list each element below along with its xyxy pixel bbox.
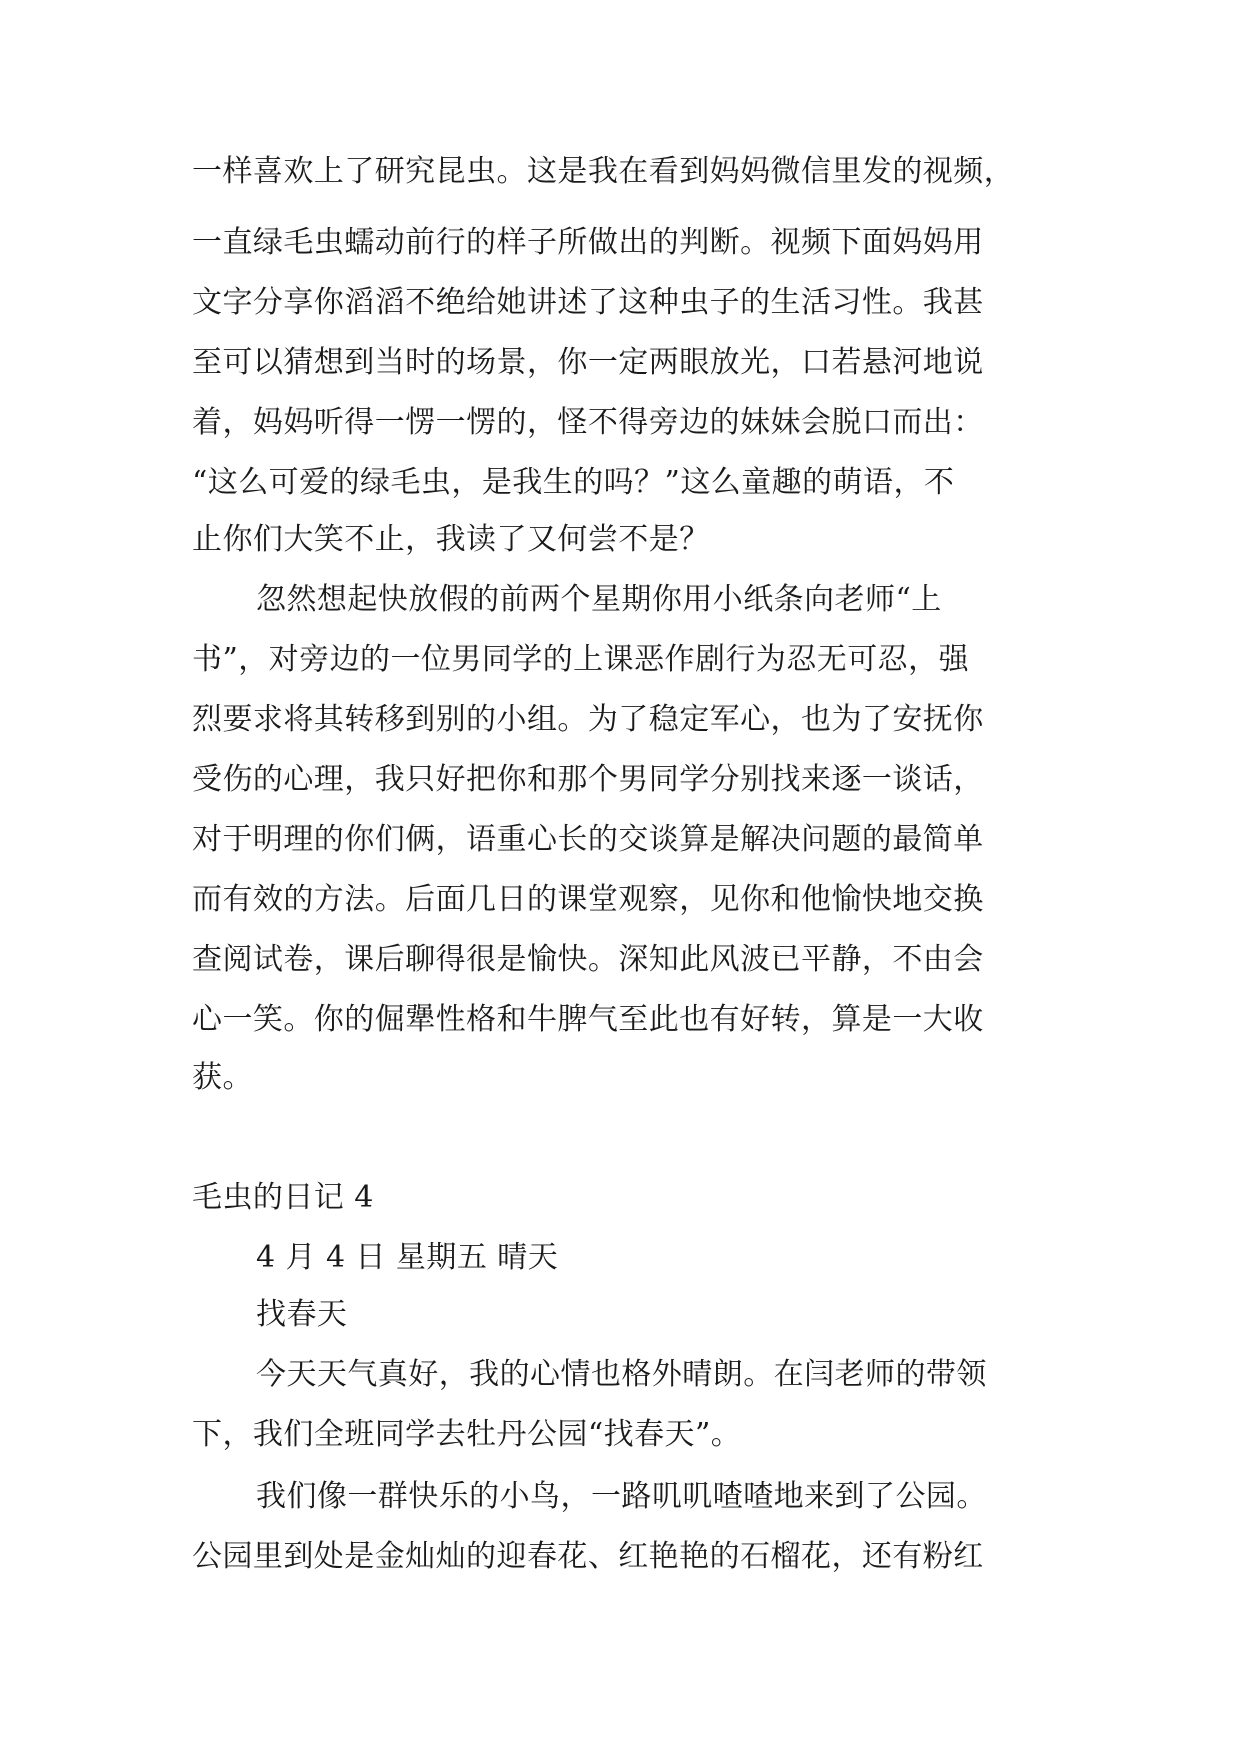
text-line-14: 查阅试卷，课后聊得很是愉快。深知此风波已平静，不由会 <box>192 942 984 977</box>
section-title: 毛虫的日记 4 <box>192 1180 374 1215</box>
text-line-8: 忽然想起快放假的前两个星期你用小纸条向老师“上 <box>256 582 942 617</box>
text-line-17: 今天天气真好，我的心情也格外晴朗。在闫老师的带领 <box>256 1357 987 1392</box>
text-line-1: 一样喜欢上了研究昆虫。这是我在看到妈妈微信里发的视频， <box>192 154 1015 189</box>
text-line-13: 而有效的方法。后面几日的课堂观察，见你和他愉快地交换 <box>192 882 984 917</box>
text-line-5: 着，妈妈听得一愣一愣的，怪不得旁边的妹妹会脱口而出： <box>192 405 984 440</box>
text-line-16: 获。 <box>192 1060 253 1095</box>
text-line-6: “这么可爱的绿毛虫，是我生的吗？”这么童趣的萌语，不 <box>192 465 955 500</box>
text-line-12: 对于明理的你们俩，语重心长的交谈算是解决问题的最简单 <box>192 822 984 857</box>
text-line-15: 心一笑。你的倔犟性格和牛脾气至此也有好转，算是一大收 <box>192 1002 984 1037</box>
text-line-4: 至可以猜想到当时的场景，你一定两眼放光，口若悬河地说 <box>192 345 984 380</box>
text-line-11: 受伤的心理，我只好把你和那个男同学分别找来逐一谈话， <box>192 762 984 797</box>
date-line: 4 月 4 日 星期五 晴天 <box>256 1240 559 1275</box>
text-line-2: 一直绿毛虫蠕动前行的样子所做出的判断。视频下面妈妈用 <box>192 225 984 260</box>
essay-title: 找春天 <box>256 1297 348 1332</box>
text-line-20: 公园里到处是金灿灿的迎春花、红艳艳的石榴花，还有粉红 <box>192 1539 984 1574</box>
text-line-7: 止你们大笑不止，我读了又何尝不是？ <box>192 522 710 557</box>
text-line-18: 下，我们全班同学去牡丹公园“找春天”。 <box>192 1417 742 1452</box>
text-line-9: 书”，对旁边的一位男同学的上课恶作剧行为忍无可忍，强 <box>192 642 970 677</box>
text-line-10: 烈要求将其转移到别的小组。为了稳定军心，也为了安抚你 <box>192 702 984 737</box>
text-line-19: 我们像一群快乐的小鸟，一路叽叽喳喳地来到了公园。 <box>256 1479 987 1514</box>
text-line-3: 文字分享你滔滔不绝给她讲述了这种虫子的生活习性。我甚 <box>192 285 984 320</box>
